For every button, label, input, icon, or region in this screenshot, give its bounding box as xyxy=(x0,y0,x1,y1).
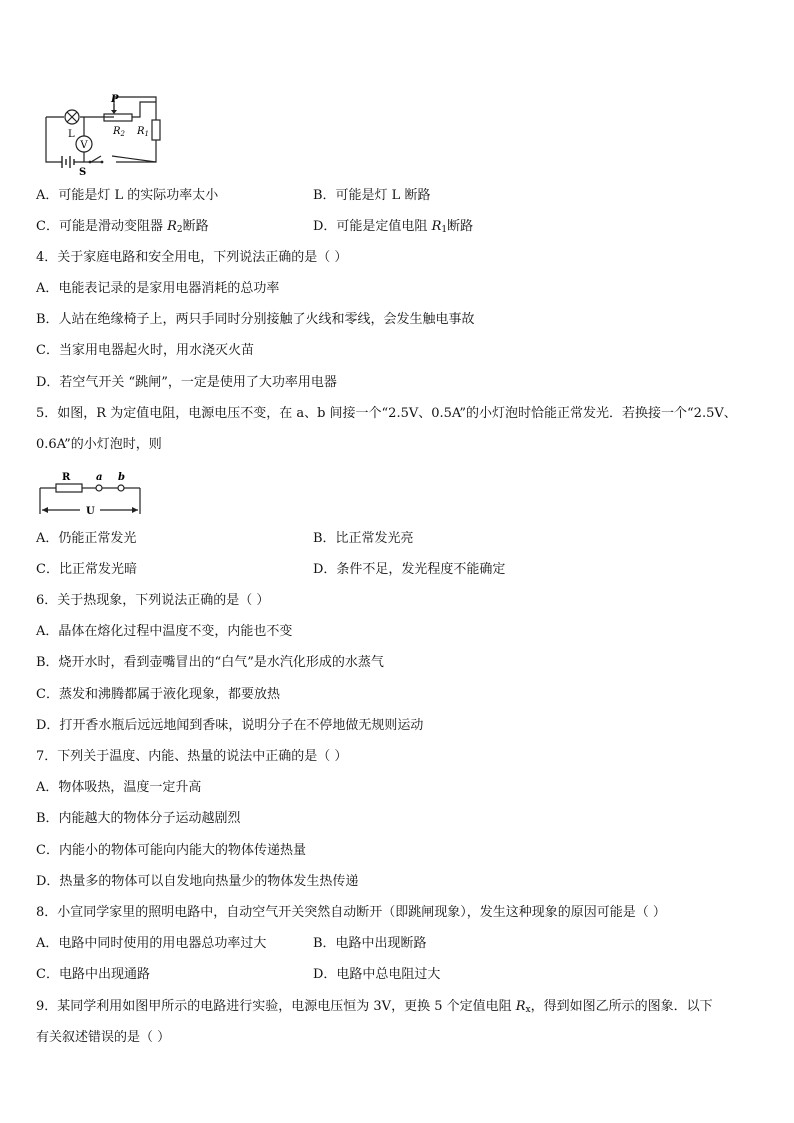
q8-option-a: A．电路中同时使用的用电器总功率过大 xyxy=(36,936,267,951)
q4-option-c: C．当家用电器起火时，用水浇灭火苗 xyxy=(36,343,254,358)
voltmeter-label: V xyxy=(80,140,88,151)
q6-option-b: B．烧开水时，看到壶嘴冒出的“白气”是水汽化形成的水蒸气 xyxy=(36,655,384,670)
q3-option-d xyxy=(313,218,473,239)
q5-option-c: C．比正常发光暗 xyxy=(36,562,137,577)
q3-option-d-text: D．可能是定值电阻 xyxy=(313,219,432,234)
q9-stem-line1 xyxy=(36,998,713,1019)
q9-stem-line1-text: 9．某同学利用如图甲所示的电路进行实验，电源电压恒为 3V，更换 5 个定值电阻 xyxy=(36,999,516,1014)
label-p: P xyxy=(111,94,119,105)
q3-option-b: B．可能是灯 L 断路 xyxy=(313,188,431,203)
q5-stem-line1: 5．如图，R 为定值电阻，电源电压不变，在 a、b 间接一个“2.5V、0.5A”的小灯泡时恰能正常发光．若换接一个“2.5V、 xyxy=(36,406,737,421)
q3-option-d-post: 断路 xyxy=(447,219,474,234)
q3-option-c-text: C．可能是滑动变阻器 xyxy=(36,219,168,234)
q3-option-c-post: 断路 xyxy=(182,219,209,234)
q3-option-c-var: R xyxy=(167,219,177,234)
label-r: R xyxy=(62,472,71,483)
q7-option-a: A．物体吸热，温度一定升高 xyxy=(36,780,202,795)
q7-stem: 7．下列关于温度、内能、热量的说法中正确的是（ ） xyxy=(36,749,348,764)
q6-option-c: C．蒸发和沸腾都属于液化现象，都要放热 xyxy=(36,687,280,702)
label-s: S xyxy=(79,167,87,177)
q5-stem-line2: 0.6A”的小灯泡时，则 xyxy=(36,437,162,452)
q9-stem-line2: 有关叙述错误的是（ ） xyxy=(36,1030,171,1045)
q5-option-b: B．比正常发光亮 xyxy=(313,531,414,546)
q3-option-c-sub: 2 xyxy=(176,225,183,235)
q8-stem: 8．小宣同学家里的照明电路中，自动空气开关突然自动断开（即跳闸现象），发生这种现象的原因可能是（ ） xyxy=(36,905,666,920)
q4-stem: 4．关于家庭电路和安全用电，下列说法正确的是（ ） xyxy=(36,250,348,265)
q5-option-a: A．仍能正常发光 xyxy=(36,531,137,546)
q9-stem-sub: x xyxy=(525,1005,531,1015)
q9-stem-var: R xyxy=(515,999,526,1014)
label-r2: $R_2$ xyxy=(113,126,125,138)
q4-option-b: B．人站在绝缘椅子上，两只手同时分别接触了火线和零线，会发生触电事故 xyxy=(36,312,475,327)
label-l: L xyxy=(68,129,75,140)
q7-option-b: B．内能越大的物体分子运动越剧烈 xyxy=(36,811,241,826)
q6-option-d: D．打开香水瓶后远远地闻到香味，说明分子在不停地做无规则运动 xyxy=(36,718,424,733)
label-u: U xyxy=(86,506,95,517)
q3-option-d-var: R xyxy=(431,219,442,234)
q3-option-c xyxy=(36,218,209,239)
q6-option-a: A．晶体在熔化过程中温度不变，内能也不变 xyxy=(36,624,293,639)
label-a: a xyxy=(96,472,103,483)
label-b: b xyxy=(118,472,125,483)
q6-stem: 6．关于热现象，下列说法正确的是（ ） xyxy=(36,593,270,608)
q5-option-d: D．条件不足，发光程度不能确定 xyxy=(313,562,506,577)
q3-option-a: A．可能是灯 L 的实际功率太小 xyxy=(36,188,219,203)
circuit-diagram-1 xyxy=(36,92,166,177)
circuit-diagram-2 xyxy=(36,468,146,520)
q4-option-d: D．若空气开关 “跳闸”，一定是使用了大功率用电器 xyxy=(36,375,337,390)
q8-option-d: D．电路中总电阻过大 xyxy=(313,967,441,982)
label-r1: $R_1$ xyxy=(137,126,149,138)
q9-stem-line1-post: ，得到如图乙所示的图象．以下 xyxy=(530,999,713,1014)
q8-option-c: C．电路中出现通路 xyxy=(36,967,150,982)
q8-option-b: B．电路中出现断路 xyxy=(313,936,427,951)
q3-option-d-sub: 1 xyxy=(441,225,448,235)
q7-option-c: C．内能小的物体可能向内能大的物体传递热量 xyxy=(36,843,306,858)
q7-option-d: D．热量多的物体可以自发地向热量少的物体发生热传递 xyxy=(36,874,359,889)
q4-option-a: A．电能表记录的是家用电器消耗的总功率 xyxy=(36,281,280,296)
